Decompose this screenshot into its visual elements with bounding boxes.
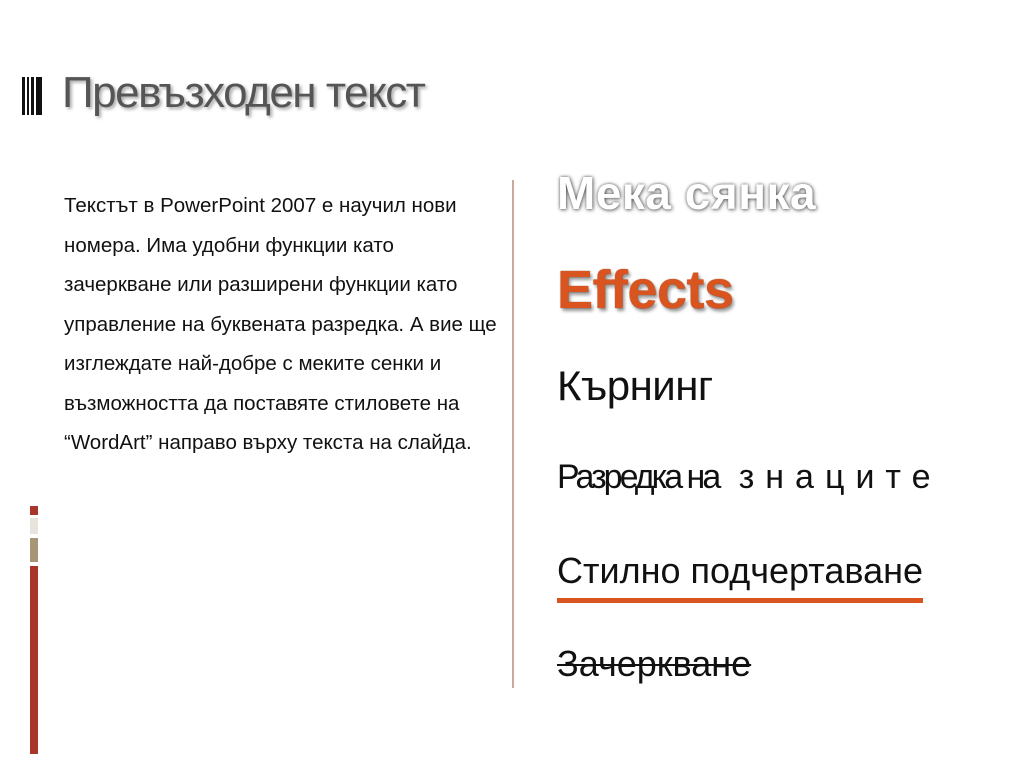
title-decoration-bars <box>22 77 42 115</box>
strikethrough-example[interactable]: Зачеркване <box>557 643 752 684</box>
spacing-tight-text: Разредка на <box>557 458 719 496</box>
styled-underline-example[interactable]: Стилно подчертаване <box>557 550 923 603</box>
effects-wordart-example[interactable]: Effects <box>557 260 734 320</box>
slide-title[interactable]: Превъзходен текст <box>62 68 425 117</box>
kerning-example[interactable]: Кърнинг <box>557 362 713 409</box>
accent-bar-light <box>30 518 38 534</box>
body-text[interactable]: Текстът в PowerPoint 2007 е научил нови номера. Има удобни функции като зачеркване или разширени функции като управление на буквената разредка. А вие ще изглеждате най-добре с меките сенки и възможността да поставяте стиловете на “WordArt” направо върху текста на слайда. <box>64 194 497 454</box>
accent-bar-tan <box>30 538 38 562</box>
column-divider <box>512 180 514 688</box>
spacing-wide-text: знаците <box>718 458 942 496</box>
character-spacing-example[interactable] <box>557 458 942 497</box>
accent-bar-red-small <box>30 506 38 515</box>
accent-bar-red-long <box>30 566 38 754</box>
soft-shadow-example[interactable]: Мека сянка <box>557 167 817 219</box>
